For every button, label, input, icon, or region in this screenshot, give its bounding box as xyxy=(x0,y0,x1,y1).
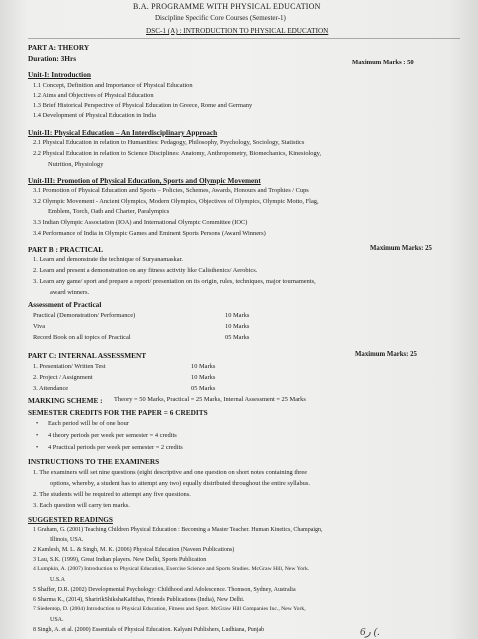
reading-item: Illinois, USA. xyxy=(50,537,84,543)
instruction-item: 3. Each question will carry ten marks. xyxy=(33,502,130,509)
reading-item: 2 Kamlesh, M. L. & Singh, M. K. (2006) Physical Education (Naveen Publications) xyxy=(33,547,235,553)
unit-1-item: 1.4 Development of Physical Education in India xyxy=(33,112,156,119)
practical-item: 2. Learn and present a demonstration on any fitness activity like Calisthenics/ Aerobics. xyxy=(33,267,258,274)
handwritten-annotation: ر6 (. xyxy=(360,626,380,638)
assessment-marks: 10 Marks xyxy=(225,323,250,330)
instruction-item: 2. The students will be required to attempt any five questions. xyxy=(33,491,191,498)
practical-item: 1. Learn and demonstrate the technique of Suryanamaskar. xyxy=(33,256,183,263)
reading-item: 7 Siedentop, D. (2004) Introduction to Physical Education, Fitness and Sport. McGraw Hill Companies Inc., New York, xyxy=(33,606,306,612)
practical-item: award winners. xyxy=(50,289,90,296)
unit-3-item: 3.4 Performance of India in Olympic Games and Eminent Sports Persons (Award Winners) xyxy=(33,230,266,237)
part-c-title: PART C: INTERNAL ASSESSMENT xyxy=(28,351,147,360)
reading-item: 6 Sharma K., (2014), SharirikShikshaKaItihas, Friends Publications (India), New Delhi. xyxy=(33,597,245,603)
reading-item: 1 Graham, G. (2001) Teaching Children Physical Education : Becoming a Master Teacher. Human Kinetics, Champaign, xyxy=(33,527,323,533)
part-b-title: PART B : PRACTICAL xyxy=(28,245,104,254)
assessment-marks: 10 Marks xyxy=(225,312,250,319)
ia-label: 1. Presentation/ Written Test xyxy=(33,363,106,370)
assessment-label: Practical (Demonstration/ Performance) xyxy=(33,312,136,319)
header-divider xyxy=(28,38,460,39)
unit-2-item: Nutrition, Physiology xyxy=(48,161,104,168)
assessment-label: Viva xyxy=(33,323,46,330)
part-a-max-marks: Maximum Marks : 50 xyxy=(352,59,414,66)
duration: Duration: 3Hrs xyxy=(28,54,77,63)
unit-3-item: 3.2 Olympic Movement - Ancient Olympics, Modern Olympics, Objectives of Olympics, Olympic Motto, Flag, xyxy=(33,198,319,205)
assessment-marks: 05 Marks xyxy=(225,334,250,341)
unit-1-item: 1.3 Brief Historical Perspective of Physical Education in Greece, Rome and Germany xyxy=(33,102,253,109)
ia-label: 3. Attendance xyxy=(33,385,69,392)
ia-marks: 10 Marks xyxy=(191,374,216,381)
unit-1-item: 1.2 Aims and Objectives of Physical Education xyxy=(33,92,154,99)
marking-scheme-text: Theory = 50 Marks, Practical = 25 Marks, Internal Assessment = 25 Marks xyxy=(114,396,306,403)
part-b-max-marks: Maximum Marks: 25 xyxy=(370,245,432,252)
readings-title: SUGGESTED READINGS xyxy=(28,515,113,524)
instruction-item: options, whereby, a student has to attempt any two) equally distributed throughout the entire syllabus. xyxy=(50,480,310,487)
course-title: DSC-1 (A) : INTRODUCTION TO PHYSICAL EDUCATION xyxy=(146,27,329,35)
part-a-title: PART A: THEORY xyxy=(28,43,90,52)
reading-item: 5 Shaffer, D.R. (2002) Developmental Psychology: Childhood and Adolescence. Thomson, Sydney, Australia xyxy=(33,587,296,593)
reading-item: U.S.A xyxy=(50,577,66,583)
unit-3-item: 3.1 Promotion of Physical Education and Sports – Policies, Schemes, Awards, Honours and Trophies / Cups xyxy=(33,187,309,194)
unit-1-item: 1.1 Concept, Definition and Importance of Physical Education xyxy=(33,82,193,89)
reading-item: USA. xyxy=(50,617,64,623)
credit-item: • 4 Practical periods per week per semester = 2 credits xyxy=(48,445,183,451)
credit-item: • 4 theory periods per week per semester = 4 credits xyxy=(48,433,177,439)
ia-marks: 05 Marks xyxy=(191,385,216,392)
reading-item: 8 Singh, A. et al. (2000) Essentials of Physical Education. Kalyani Publishers, Ludhiana, Punjab xyxy=(33,627,265,633)
reading-item: 4 Lumpkin, A. (2007) Introduction to Physical Education, Exercise Science and Sports Studies. McGraw Hill, New York. xyxy=(33,566,310,572)
marking-scheme-label: MARKING SCHEME : xyxy=(28,396,103,405)
unit-2-item: 2.1 Physical Education in relation to Humanities: Pedagogy, Philosophy, Psychology, Sociology, Statistics xyxy=(33,139,305,146)
instruction-item: 1. The examiners will set nine questions (eight descriptive and one question on short notes containing three xyxy=(33,469,308,476)
instructions-title: INSTRUCTIONS TO THE EXAMINERS xyxy=(28,457,160,466)
part-c-max-marks: Maximum Marks: 25 xyxy=(355,351,417,358)
ia-label: 2. Project / Assignment xyxy=(33,374,93,381)
credits-title: SEMESTER CREDITS FOR THE PAPER = 6 CREDITS xyxy=(28,408,208,417)
unit-3-title: Unit-III: Promotion of Physical Education, Sports and Olympic Movement xyxy=(28,176,261,185)
programme-title: B.A. PROGRAMME WITH PHYSICAL EDUCATION xyxy=(133,2,321,11)
assessment-label: Record Book on all topics of Practical xyxy=(33,334,131,341)
unit-3-item: 3.3 Indian Olympic Association (IOA) and International Olympic Committee (IOC) xyxy=(33,219,248,226)
ia-marks: 10 Marks xyxy=(191,363,216,370)
course-type: Discipline Specific Core Courses (Semester-1) xyxy=(155,14,286,22)
credit-item: • Each period will be of one hour xyxy=(48,421,129,427)
unit-3-item: Emblem, Torch, Oath and Charter, Paralympics xyxy=(48,208,170,215)
unit-1-title: Unit-I: Introduction xyxy=(28,70,91,79)
unit-2-item: 2.2 Physical Education in relation to Science Disciplines: Anatomy, Anthropometry, Biomechanics, Kinesiology, xyxy=(33,150,322,157)
reading-item: 3 Lau, S.K. (1999), Great Indian players. New Delhi, Sports Publication xyxy=(33,557,207,563)
assessment-title: Assessment of Practical xyxy=(28,300,102,309)
practical-item: 3. Learn any game/ sport and prepare a report/ presentation on its origin, rules, techniques, major tournaments, xyxy=(33,278,316,285)
unit-2-title: Unit-II: Physical Education – An Interdisciplinary Approach xyxy=(28,128,218,137)
